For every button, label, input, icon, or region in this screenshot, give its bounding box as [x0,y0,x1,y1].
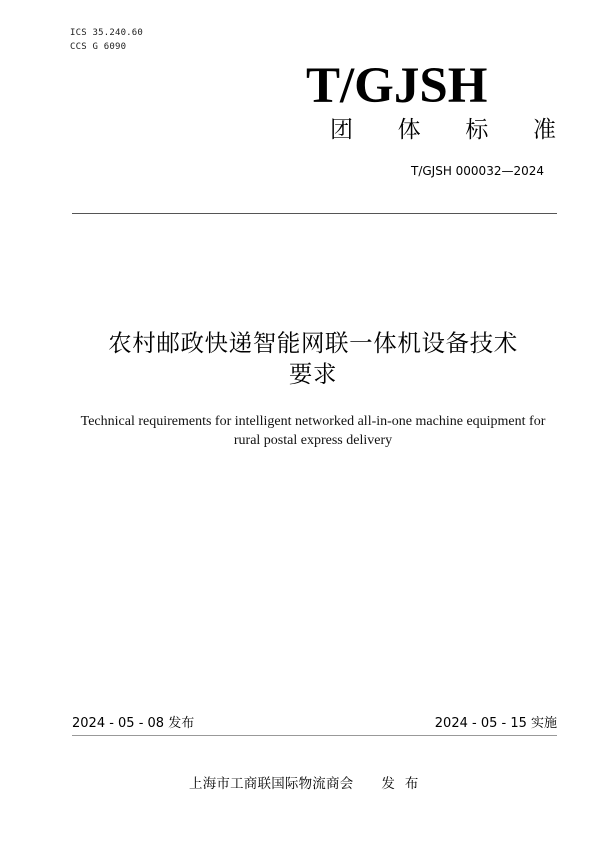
publisher-organization: 上海市工商联国际物流商会 [189,776,354,792]
standard-number: T/GJSH 000032—2024 [410,164,544,178]
title-english-line1: Technical requirements for intelligent networked all-in-one machine equipment for [80,414,546,429]
publisher-action: 发布 [381,776,429,792]
effective-date: 2024 - 05 - 15 实施 [434,716,557,731]
issue-date: 2024 - 05 - 08 发布 [72,716,195,731]
standard-type-char: 标 [465,117,489,143]
title-english-line2: rural postal express delivery [233,433,393,448]
title-chinese [60,328,566,390]
standard-type [330,115,556,145]
standard-type-char: 体 [397,117,421,143]
header-divider [72,213,557,214]
publisher [189,775,428,793]
ics-code: ICS 35.240.60 [70,28,144,38]
standard-logo: T/GJSH [306,58,488,114]
title-chinese-line1: 农村邮政快递智能网联一体机设备技术 [108,329,518,357]
footer-divider [72,735,557,736]
title-chinese-line2: 要求 [288,360,338,388]
title-english [60,412,566,450]
ccs-code: CCS G 6090 [70,42,127,52]
standard-type-char: 准 [532,117,556,143]
standard-type-char: 团 [330,117,353,143]
